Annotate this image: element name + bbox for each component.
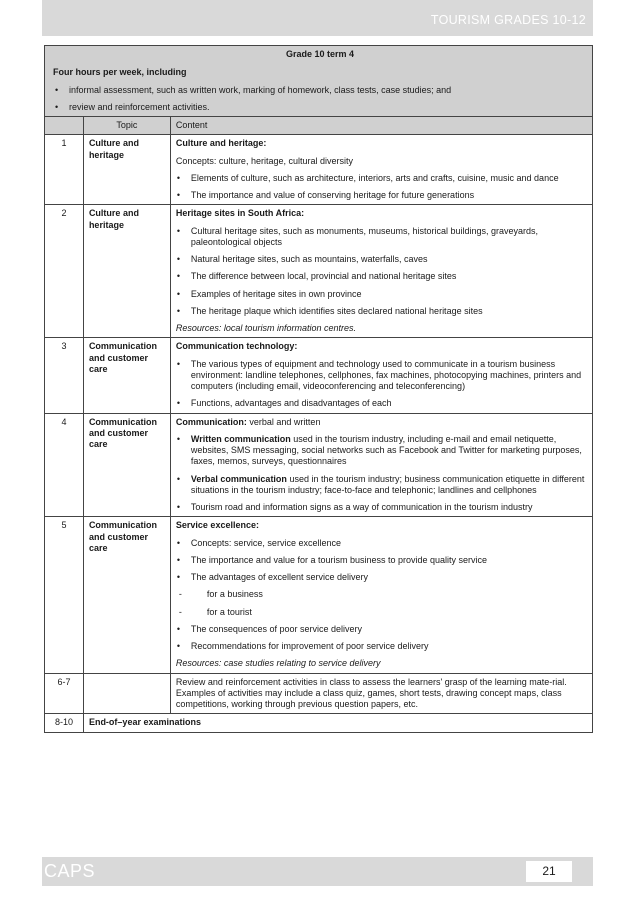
content-bullet: • Cultural heritage sites, such as monuments, museums, historical buildings, graveyards, paleontological objects: [176, 226, 587, 249]
content-bullet: • The advantages of excellent service delivery: [176, 572, 587, 583]
content-title: Service excellence:: [175, 520, 259, 531]
table-row: [45, 413, 593, 517]
row-content: [170, 135, 592, 205]
bullet-term: Written communication: [190, 433, 291, 444]
intro-cell: [45, 46, 593, 117]
row-number: 4: [45, 413, 84, 517]
content-title-rest: verbal and written: [246, 416, 321, 427]
content-bullet: • Functions, advantages and disadvantages of each: [176, 398, 587, 409]
content-title-bold: Communication:: [175, 416, 247, 427]
table-row: [45, 517, 593, 673]
row-content: End-of–year examinations: [83, 714, 592, 732]
row-number: 6-7: [45, 673, 84, 714]
content-bullet: • The consequences of poor service delivery: [176, 624, 587, 635]
table-row: [45, 338, 593, 413]
content-subitem: - for a tourist: [176, 607, 587, 618]
content-bullet: • Concepts: service, service excellence: [176, 538, 587, 549]
content-bullet: • The heritage plaque which identifies sites declared national heritage sites: [176, 306, 587, 317]
content-title: Culture and heritage:: [175, 138, 267, 149]
resources-note: Resources: case studies relating to service delivery: [175, 658, 381, 669]
content-bullet: • The various types of equipment and technology used to communicate in a tourism business environment: landline telephones, cellphones, fax machines, photocopying machines, printers and computers (including email, videoconferencing and teleconferencing): [176, 359, 587, 393]
table-row: [45, 135, 593, 205]
content-bullet: • Recommendations for improvement of poor service delivery: [176, 641, 587, 652]
bullet-text: Tourism road and information signs as a way of communication in the tourism industry: [190, 502, 533, 512]
bullet-text: used in the tourism industry, including e-mail and email netiquette, websites, SMS messaging, social networks such as Facebook and Twitter for marketing purposes, faxes, memos, surveys, questionnaires: [190, 433, 582, 467]
header-topic: Topic: [83, 117, 170, 135]
row-topic: Communication and customer care: [83, 517, 170, 673]
table-row: [45, 714, 593, 732]
intro-bullet: • review and reinforcement activities.: [53, 102, 587, 113]
bullet-term: Verbal communication: [190, 473, 287, 484]
row-topic: Communication and customer care: [83, 413, 170, 517]
row-topic: [83, 673, 170, 714]
content-title: Communication technology:: [175, 341, 298, 352]
content-bullet: [176, 434, 587, 468]
header-num-cell: [45, 117, 84, 135]
content-bullet: [176, 502, 587, 513]
row-content: [170, 517, 592, 673]
intro-bullet: • informal assessment, such as written work, marking of homework, class tests, case studies; and: [53, 85, 587, 96]
row-topic: Communication and customer care: [83, 338, 170, 413]
resources-note: Resources: local tourism information centres.: [175, 323, 356, 333]
content-bullet: • Examples of heritage sites in own province: [176, 289, 587, 300]
content-bullet: • The difference between local, provincial and national heritage sites: [176, 271, 587, 282]
row-topic: Culture and heritage: [83, 135, 170, 205]
content-title: Heritage sites in South Africa:: [175, 208, 305, 219]
row-content: [170, 205, 592, 338]
content-subitem: - for a business: [176, 589, 587, 600]
header-title: TOURISM GRADES 10-12: [430, 13, 586, 27]
row-content: [170, 413, 592, 517]
content-bullet: [176, 474, 587, 497]
footer-caps-label: CAPS: [44, 861, 96, 881]
row-topic: Culture and heritage: [83, 205, 170, 338]
header-content: Content: [170, 117, 592, 135]
hours-line: Four hours per week, including: [53, 67, 187, 78]
content-bullet: • Natural heritage sites, such as mountains, waterfalls, caves: [176, 254, 587, 265]
content-title: [176, 417, 587, 428]
content-bullet: • The importance and value for a tourism business to provide quality service: [176, 555, 587, 566]
content-line: Concepts: culture, heritage, cultural diversity: [175, 155, 353, 166]
row-number: 2: [45, 205, 84, 338]
table-header-row: [45, 117, 593, 135]
row-number: 8-10: [45, 714, 84, 732]
row-number: 5: [45, 517, 84, 673]
row-content: [170, 338, 592, 413]
bullet-text: used in the tourism industry; business communication etiquette in different situations in the tourism industry; face-to-face and telephonic; landlines and cellphones: [190, 473, 585, 495]
grade-term-heading: Grade 10 term 4: [285, 49, 355, 59]
content-bullet: • Elements of culture, such as architecture, interiors, arts and crafts, cuisine, music and dance: [176, 173, 587, 184]
row-content: Review and reinforcement activities in class to assess the learners' grasp of the learning mate-rial. Examples of activities may include a class quiz, games, short tests, drawing concept maps, class competitions, working through previous question papers, etc.: [170, 673, 592, 714]
table-row: [45, 673, 593, 714]
row-number: 1: [45, 135, 84, 205]
page-number: 21: [526, 861, 572, 882]
table-row: [45, 205, 593, 338]
intro-row: [45, 46, 593, 117]
curriculum-table: [44, 45, 593, 733]
content-bullet: • The importance and value of conserving heritage for future generations: [176, 190, 587, 201]
footer-band: [42, 857, 593, 886]
row-number: 3: [45, 338, 84, 413]
